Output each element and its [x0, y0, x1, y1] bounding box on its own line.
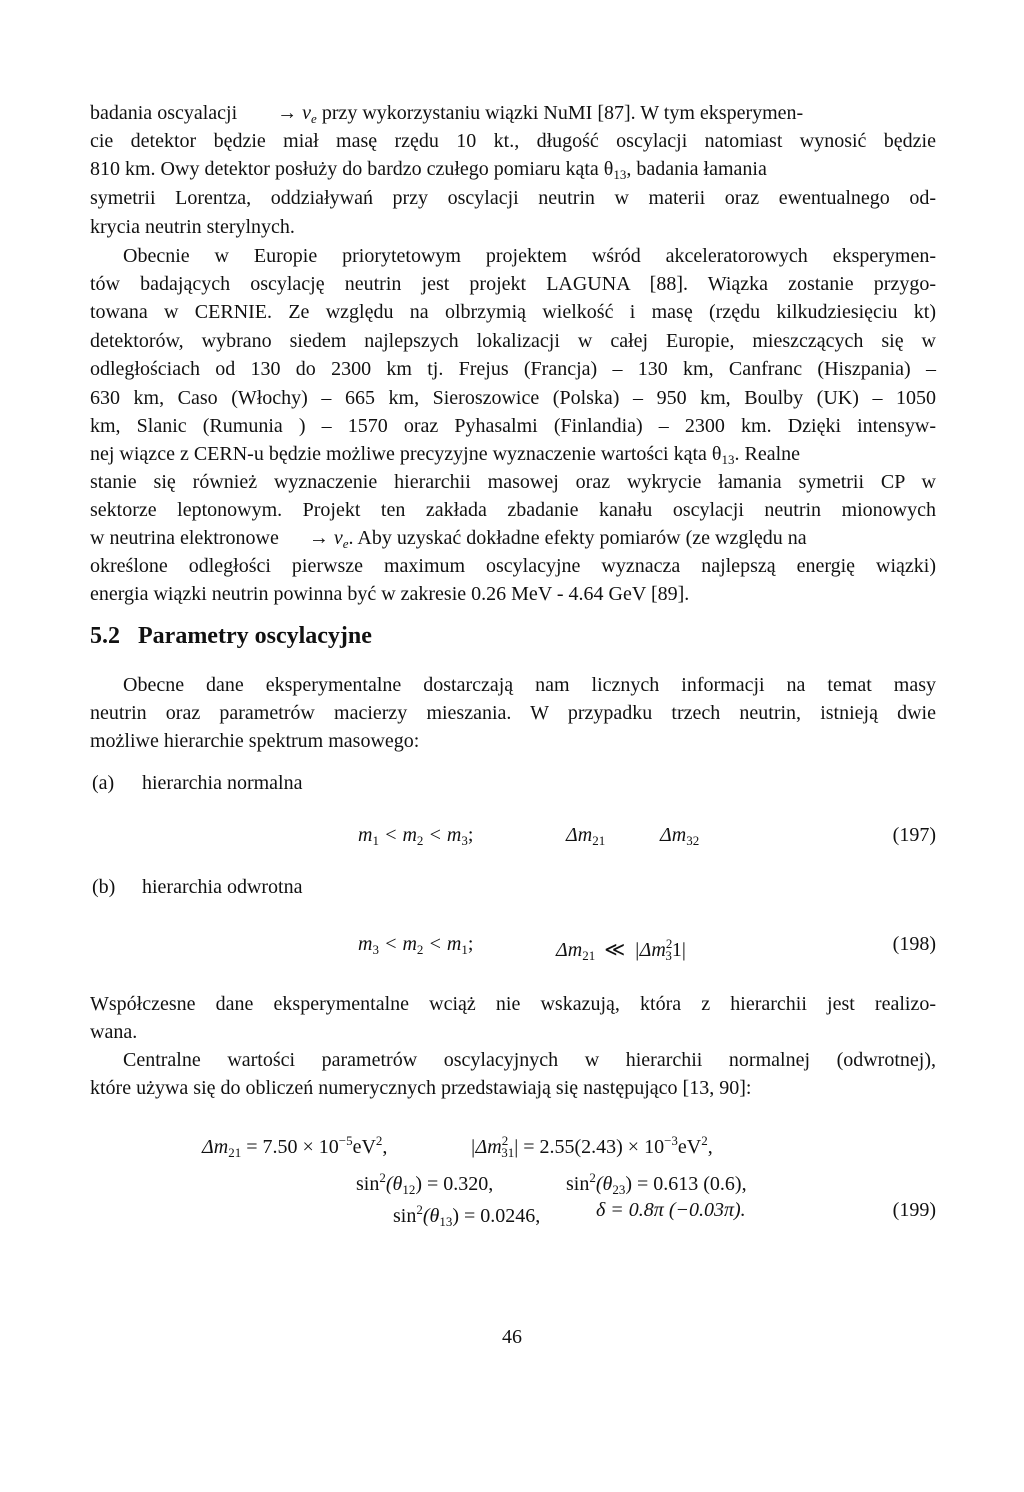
text-line: 630 km, Caso (Włochy) – 665 km, Sieroszowice (Polska) – 950 km, Boulby (UK) – 1050	[90, 387, 936, 409]
math-subscript: e	[311, 111, 317, 126]
text-line: możliwe hierarchie spektrum masowego:	[90, 730, 420, 752]
equation-199-row1-right: $|\Delta m^2_{31}| = 2.55(2.43) \times 10^{-3}eV^2$,	[470, 1133, 713, 1160]
text-line: symetrii Lorentza, oddziaływań przy oscylacji neutrin w materii oraz ewentualnego od-	[90, 187, 936, 209]
equation-197-lhs: $m_1 < m_2 < m_3$;	[358, 824, 474, 848]
equation-198-lhs: $m_3 < m_2 < m_1$;	[358, 933, 474, 957]
math-subscript: e	[342, 536, 349, 551]
equation-number: (199)	[892, 1199, 936, 1221]
text-line: tów badających oscylację neutrin jest projekt LAGUNA [88]. Wiązka zostanie przygo-	[90, 273, 936, 295]
equation-number: (197)	[892, 824, 936, 846]
math-span: → ν	[277, 102, 312, 124]
text-line: określone odległości pierwsze maximum oscylacyjne wyznacza najlepszą energię wiązki)	[90, 555, 936, 577]
text-line: cie detektor będzie miał masę rzędu 10 kt., długość oscylacji natomiast wynosić będzie	[90, 130, 936, 152]
text-span: w neutrina elektronowe	[90, 527, 279, 549]
math-span: → ν	[308, 527, 343, 549]
text-line: towana w CERNIE. Ze względu na olbrzymią wielkość i masę (rzędu kilkudziesięciu kt)	[90, 301, 936, 323]
text-line: Współczesne dane eksperymentalne wciąż nie wskazują, która z hierarchii jest realizo-	[90, 993, 936, 1015]
list-item-text: hierarchia odwrotna	[142, 876, 303, 898]
list-item	[92, 874, 302, 900]
text-line: Obecnie w Europie priorytetowym projektem wśród akceleratorowych eksperymen-	[123, 245, 936, 267]
section-heading	[90, 623, 372, 650]
equation-198-rhs: $\Delta m_{21}$ ≪ $|\Delta m^2_31|$	[556, 936, 686, 963]
equation-number: (198)	[892, 933, 936, 955]
math-subscript: 13	[721, 452, 735, 467]
equation-197-dm32: $\Delta m_{32}$	[660, 824, 700, 848]
text-line: detektorów, wybrano siedem najlepszych lokalizacji w całej Europie, mieszczących się w	[90, 330, 936, 352]
equation-199-row1-left: $\Delta m_{21} = 7.50 \times 10^{-5}eV^2$,	[202, 1133, 388, 1160]
list-item-text: hierarchia normalna	[142, 772, 303, 794]
text-line: krycia neutrin sterylnych.	[90, 216, 295, 238]
equation-199-row3-right: δ = 0.8π (−0.03π).	[596, 1199, 746, 1221]
text-line: Centralne wartości parametrów oscylacyjnych w hierarchii normalnej (odwrotnej),	[123, 1049, 936, 1071]
equation-199-row3-left: $\sin^2(\theta_{13}) = 0.0246$,	[393, 1202, 541, 1229]
text-span: przy wykorzystaniu wiązki NuMI [87]. W tym eksperymen-	[316, 102, 804, 124]
math-subscript: 13	[613, 167, 627, 182]
text-line: km, Slanic (Rumunia ) – 1570 oraz Pyhasalmi (Finlandia) – 2300 km. Dzięki intensyw-	[90, 415, 936, 437]
text-line: odległościach od 130 do 2300 km tj. Frejus (Francja) – 130 km, Canfranc (Hiszpania) –	[90, 358, 936, 380]
text-line: sektorze leptonowym. Projekt ten zakłada zbadanie kanału oscylacji neutrin mionowych	[90, 499, 936, 521]
text-span: . Aby uzyskać dokładne efekty pomiarów (ze względu na	[348, 527, 807, 549]
section-title: Parametry oscylacyjne	[138, 623, 372, 649]
list-item	[92, 770, 302, 796]
list-item-label: (b)	[92, 876, 116, 898]
text-line: stanie się również wyznaczenie hierarchii masowej oraz wykrycie łamania symetrii CP w	[90, 471, 936, 493]
text-line: neutrin oraz parametrów macierzy mieszania. W przypadku trzech neutrin, istnieją dwie	[90, 702, 936, 724]
equation-197-dm21: $\Delta m_{21}$	[566, 824, 606, 848]
section-number: 5.2	[90, 623, 120, 649]
text-span: , badania łamania	[626, 158, 767, 180]
text-span: nej wiązce z CERN-u będzie możliwe precyzyjne wyznaczenie wartości kąta θ	[90, 443, 722, 465]
text-line: wana.	[90, 1021, 138, 1043]
equation-199-row2-left: $\sin^2(\theta_{12}) = 0.320$,	[356, 1170, 494, 1197]
text-span: . Realne	[734, 443, 801, 465]
page-number: 46	[502, 1326, 522, 1348]
text-line: energia wiązki neutrin powinna być w zakresie 0.26 MeV - 4.64 GeV [89].	[90, 583, 690, 605]
text-line: Obecne dane eksperymentalne dostarczają nam licznych informacji na temat masy	[123, 674, 936, 696]
text-line	[90, 156, 936, 188]
text-line: które używa się do obliczeń numerycznych przedstawiają się następująco [13, 90]:	[90, 1077, 752, 1099]
text-span: badania oscyalacji	[90, 102, 238, 124]
equation-199-row2-right: $\sin^2(\theta_{23}) = 0.613$ (0.6),	[566, 1170, 747, 1197]
list-item-label: (a)	[92, 772, 115, 794]
text-span: 810 km. Owy detektor posłuży do bardzo czułego pomiaru kąta θ	[90, 158, 614, 180]
